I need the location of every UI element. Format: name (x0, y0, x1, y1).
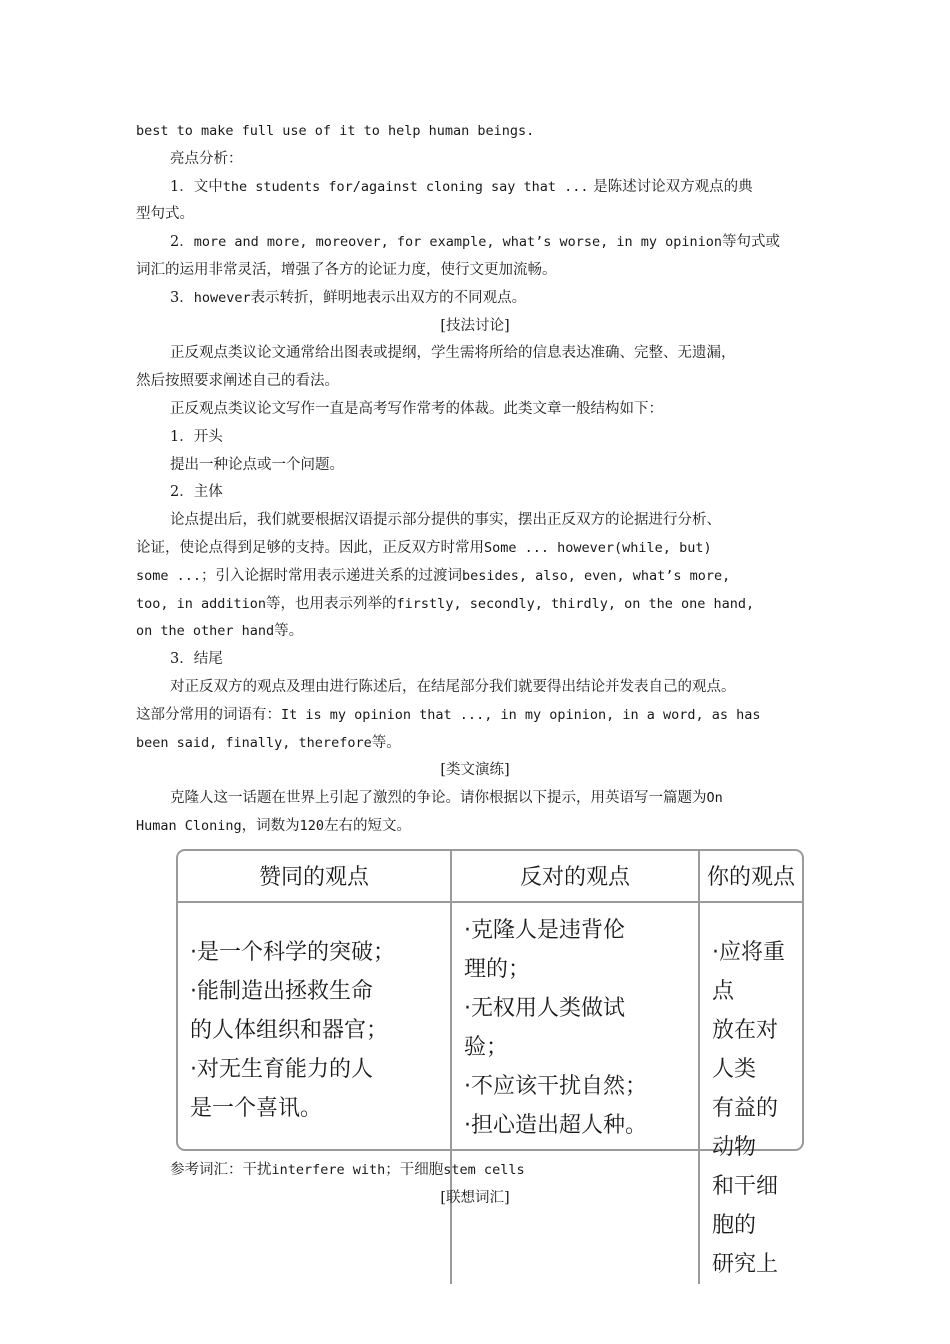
header-yours: 你的观点 (699, 851, 802, 902)
text-line: 这部分常用的词语有：It is my opinion that ..., in my opinion, in a word, as has (136, 706, 761, 723)
header-against: 反对的观点 (451, 851, 699, 902)
text-line: on the other hand等。 (136, 623, 304, 640)
subheading-ending: 3．结尾 (170, 651, 223, 668)
text-line: 型句式。 (136, 206, 194, 223)
subheading-body: 2．主体 (170, 484, 223, 501)
text-line: 正反观点类议论文通常给出图表或提纲，学生需将所给的信息表达准确、完整、无遗漏， (170, 345, 736, 362)
text-line: 1．文中the students for/against cloning say that ... 是陈述讨论双方观点的典 (170, 178, 753, 195)
text-line: 3．however表示转折，鲜明地表示出双方的不同观点。 (170, 289, 527, 306)
text-line: 词汇的运用非常灵活，增强了各方的论证力度，使行文更加流畅。 (136, 261, 557, 278)
text-line: 论证，使论点得到足够的支持。因此，正反双方时常用Some ... however(while, but) (136, 539, 712, 556)
text-line: 正反观点类议论文写作一直是高考写作常考的体裁。此类文章一般结构如下： (170, 400, 663, 417)
text-line: 2．more and more, moreover, for example, what’s worse, in my opinion等句式或 (170, 234, 781, 251)
text-line: Human Cloning，词数为120左右的短文。 (136, 817, 412, 834)
text-line: 提出一种论点或一个问题。 (170, 456, 344, 473)
reference-vocab: 参考词汇：干扰interfere with；干细胞stem cells (170, 1161, 525, 1178)
cell-yours: ·应将重点 放在对人类 有益的动物 和干细胞的 研究上 (712, 939, 785, 1277)
text-line: too, in addition等，也用表示列举的firstly, secondly, thirdly, on the one hand, (136, 595, 755, 612)
cell-against: ·克隆人是违背伦 理的； ·无权用人类做试 验； ·不应该干扰自然； ·担心造出超人种。 (451, 902, 699, 1284)
text-line: been said, finally, therefore等。 (136, 734, 401, 751)
section-heading-vocab: [联想词汇] (440, 1189, 510, 1206)
header-for: 赞同的观点 (178, 851, 451, 902)
text-line: 然后按照要求阐述自己的看法。 (136, 373, 339, 390)
section-heading-technique: [技法讨论] (440, 317, 510, 334)
text-line: 克隆人这一话题在世界上引起了激烈的争论。请你根据以下提示，用英语写一篇题为On (170, 790, 723, 807)
cell-for: ·是一个科学的突破； ·能制造出拯救生命 的人体组织和器官； ·对无生育能力的人 是一个喜讯。 (178, 902, 451, 1284)
highlight-heading: 亮点分析： (170, 150, 243, 167)
text-line: 论点提出后，我们就要根据汉语提示部分提供的事实，摆出正反双方的论据进行分析、 (170, 512, 721, 529)
subheading-opening: 1．开头 (170, 428, 223, 445)
text-line: some ...；引入论据时常用表示递进关系的过渡词besides, also, even, what’s more, (136, 567, 731, 584)
text-line: best to make full use of it to help human beings. (136, 123, 535, 139)
document-page (136, 118, 814, 1277)
section-heading-practice: [类文演练] (440, 762, 510, 779)
text-line: 对正反双方的观点及理由进行陈述后，在结尾部分我们就要得出结论并发表自己的观点。 (170, 678, 736, 695)
